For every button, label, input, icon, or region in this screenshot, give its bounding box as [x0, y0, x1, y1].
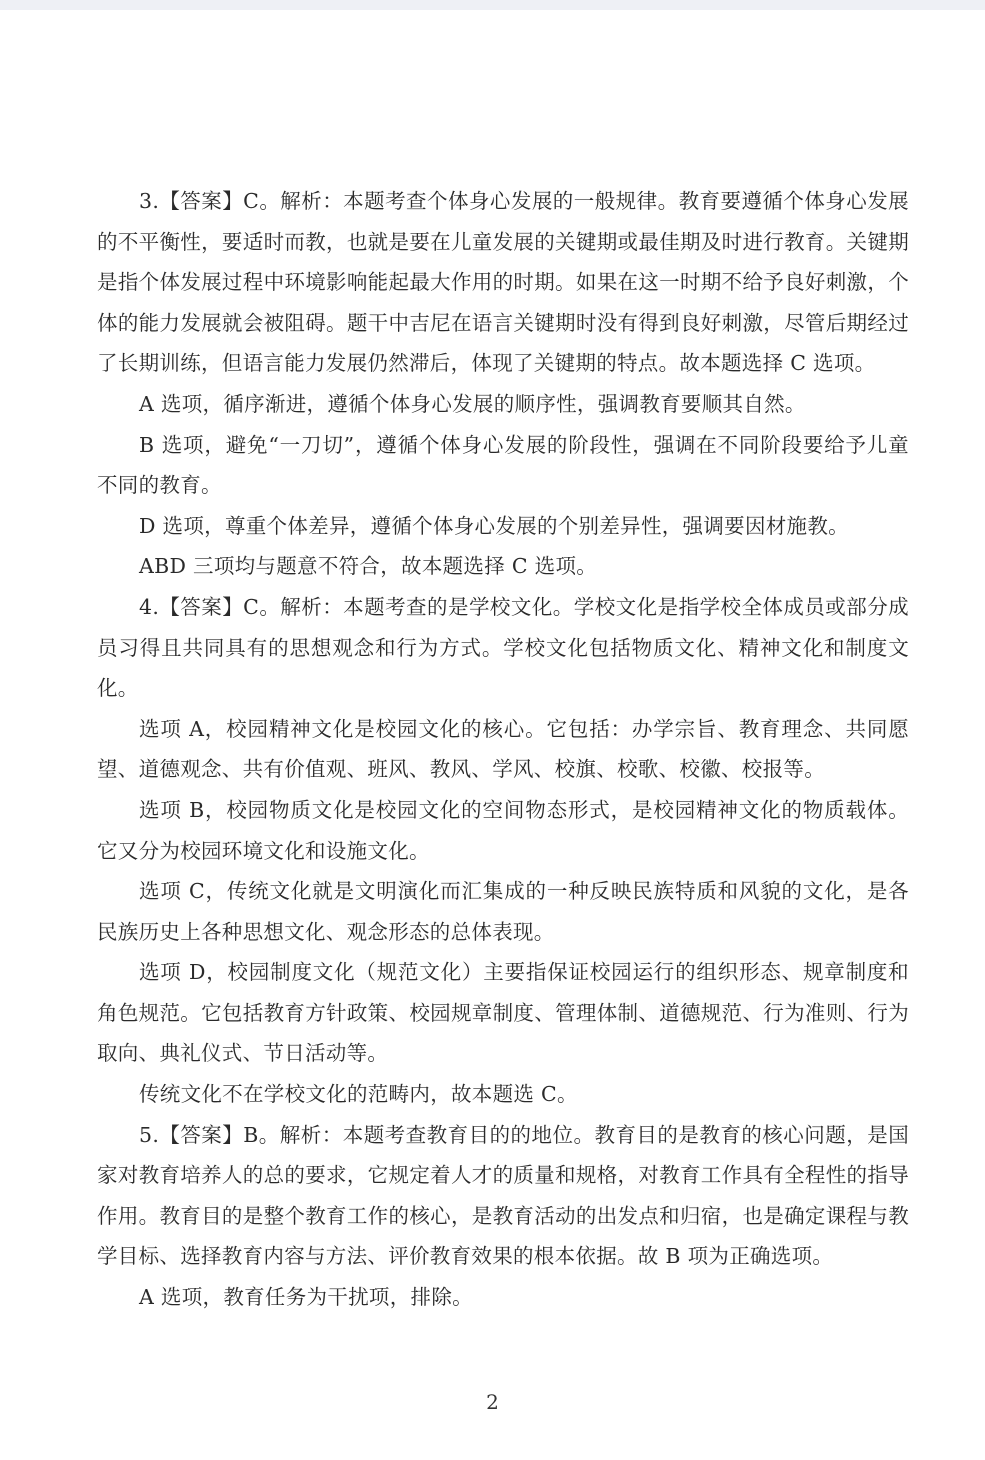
answer-4-option-c: 选项 C，传统文化就是文明演化而汇集成的一种反映民族特质和风貌的文化，是各民族历史上各种思想文化、观念形态的总体表现。 — [97, 879, 909, 944]
answer-3-option-d: D 选项，尊重个体差异，遵循个体身心发展的个别差异性，强调要因材施教。 — [139, 513, 849, 538]
answer-4-conclusion: 传统文化不在学校文化的范畴内，故本题选 C。 — [139, 1082, 578, 1107]
answer-5-paragraph: 5.【答案】B。解析：本题考查教育目的的地位。教育目的是教育的核心问题，是国家对教育培养人的总的要求，它规定着人才的质量和规格，对教育工作具有全程性的指导作用。教育目的是整个教育工作的核心，是教育活动的出发点和归宿，也是确定课程与教学目标、选择教育内容与方法、评价教育效果的根本依据。故 B 项为正确选项。 — [97, 1122, 909, 1269]
answer-3-conclusion: ABD 三项均与题意不符合，故本题选择 C 选项。 — [139, 554, 598, 579]
answer-5-option-a: A 选项，教育任务为干扰项，排除。 — [139, 1285, 473, 1310]
answer-4-option-a: 选项 A，校园精神文化是校园文化的核心。它包括：办学宗旨、教育理念、共同愿望、道德观念、共有价值观、班风、教风、学风、校旗、校歌、校徽、校报等。 — [97, 716, 909, 782]
answer-4-option-d: 选项 D，校园制度文化（规范文化）主要指保证校园运行的组织形态、规章制度和角色规范。它包括教育方针政策、校园规章制度、管理体制、道德规范、行为准则、行为取向、典礼仪式、节日活动等。 — [97, 960, 909, 1066]
answer-3-option-b: B 选项，避免“一刀切”，遵循个体身心发展的阶段性，强调在不同阶段要给予儿童不同的教育。 — [97, 432, 909, 498]
answer-4-option-b: 选项 B，校园物质文化是校园文化的空间物态形式，是校园精神文化的物质载体。它又分为校园环境文化和设施文化。 — [97, 797, 909, 863]
page-body — [97, 181, 909, 1318]
answer-3-paragraph: 3.【答案】C。解析：本题考查个体身心发展的一般规律。教育要遵循个体身心发展的不平衡性，要适时而教，也就是要在儿童发展的关键期或最佳期及时进行教育。关键期是指个体发展过程中环境影响能起最大作用的时期。如果在这一时期不给予良好刺激，个体的能力发展就会被阻碍。题干中吉尼在语言关键期时没有得到良好刺激，尽管后期经过了长期训练，但语言能力发展仍然滞后，体现了关键期的特点。故本题选择 C 选项。 — [97, 189, 909, 376]
answer-3-option-a: A 选项，循序渐进，遵循个体身心发展的顺序性，强调教育要顺其自然。 — [139, 391, 806, 416]
viewer-top-band — [0, 0, 985, 10]
answer-4-paragraph: 4.【答案】C。解析：本题考查的是学校文化。学校文化是指学校全体成员或部分成员习得且共同具有的思想观念和行为方式。学校文化包括物质文化、精神文化和制度文化。 — [97, 594, 909, 701]
page-number: 2 — [486, 1390, 499, 1414]
